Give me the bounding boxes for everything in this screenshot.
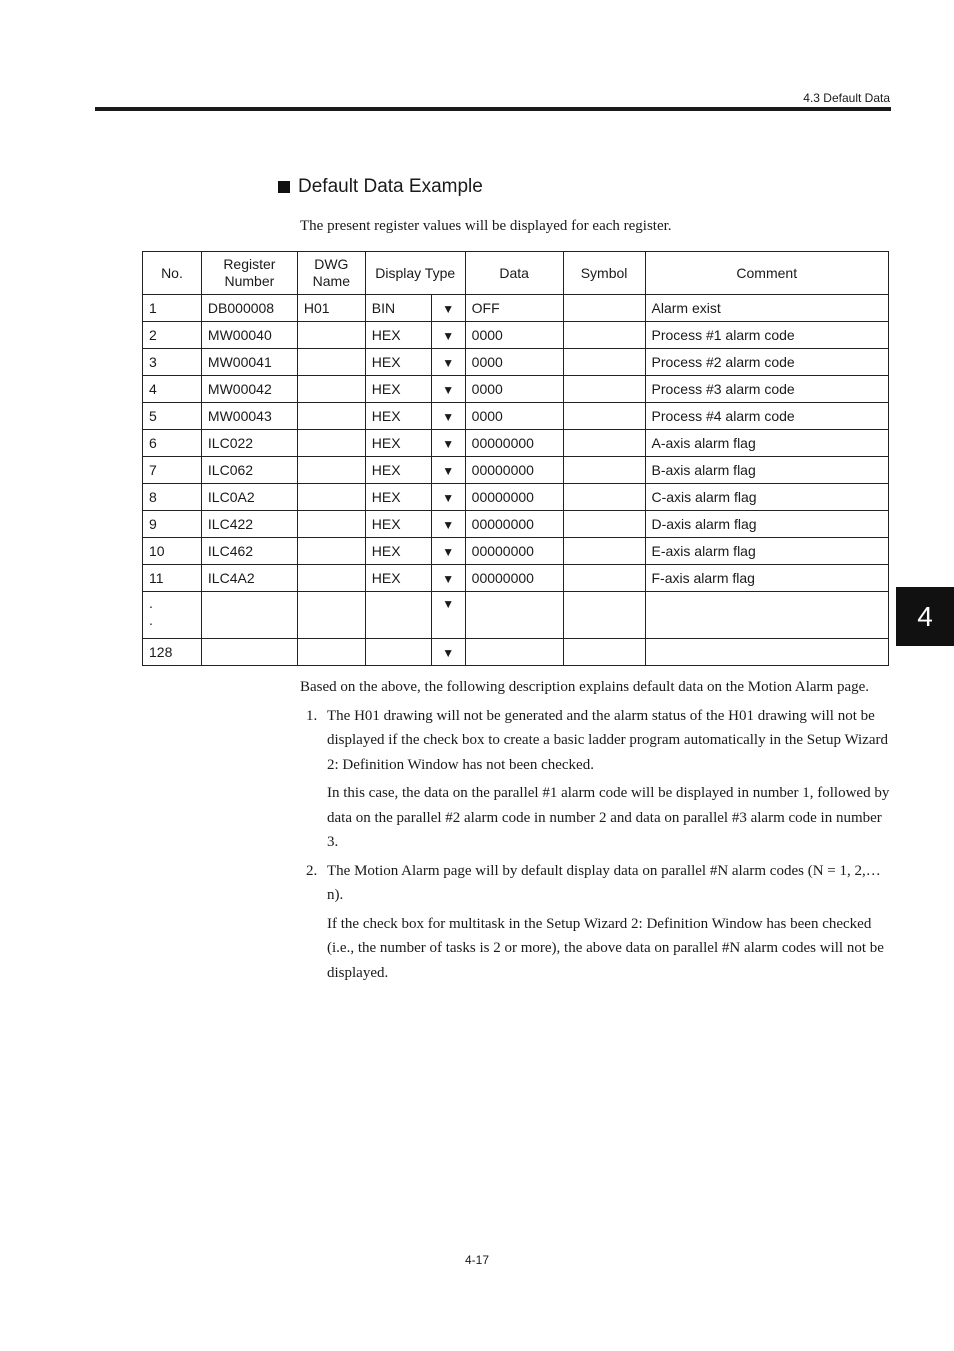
cell-data: 0000 (465, 349, 563, 376)
cell-data: 00000000 (465, 511, 563, 538)
cell-comment: Process #4 alarm code (645, 403, 889, 430)
cell-comment: B-axis alarm flag (645, 457, 889, 484)
list-item-1 (300, 704, 892, 859)
cell-data: 00000000 (465, 565, 563, 592)
header-register-number (201, 252, 297, 295)
cell-register-number: MW00042 (201, 376, 297, 403)
cell-register-number: MW00040 (201, 322, 297, 349)
cell-no: 4 (143, 376, 202, 403)
cell-no: 10 (143, 538, 202, 565)
cell-dwg-name (297, 565, 365, 592)
ellipsis-dot-1: . (149, 595, 153, 611)
header-dwg-line1: DWG (314, 256, 349, 272)
cell-no: 9 (143, 511, 202, 538)
list-item-2-paragraph-2: If the check box for multitask in the Setup Wizard 2: Definition Window has been checked (i.e., the number of tasks is 2 or more), the above data on parallel #N alarm codes will not be displayed. (327, 915, 884, 981)
cell-comment: A-axis alarm flag (645, 430, 889, 457)
header-no: No. (143, 252, 202, 295)
dropdown-arrow-icon: ▼ (442, 597, 455, 611)
table-row (143, 565, 889, 592)
cell-comment: C-axis alarm flag (645, 484, 889, 511)
header-comment: Comment (645, 252, 889, 295)
table-row (143, 349, 889, 376)
cell-dwg-name (297, 430, 365, 457)
header-register-line2: Number (224, 273, 275, 289)
intro-text: The present register values will be displayed for each register. (300, 218, 672, 234)
list-item-1-paragraph-2: In this case, the data on the parallel #1 alarm code will be displayed in number 1, followed by data on the parallel #2 alarm code in number 2 and data on parallel #3 alarm code in number 3. (327, 785, 890, 850)
cell-symbol (563, 538, 645, 565)
display-type-dropdown[interactable] (431, 403, 465, 430)
table-row (143, 430, 889, 457)
cell-display-type: HEX (365, 376, 431, 403)
table-row (143, 484, 889, 511)
cell-display-type: HEX (365, 403, 431, 430)
cell-no: 11 (143, 565, 202, 592)
header-register-line1: Register (223, 256, 276, 272)
list-number: 1. (306, 707, 318, 724)
cell-display-type: HEX (365, 538, 431, 565)
dropdown-arrow-icon: ▼ (442, 410, 455, 424)
cell-dwg-name (297, 457, 365, 484)
cell-comment: E-axis alarm flag (645, 538, 889, 565)
square-bullet-icon (278, 181, 290, 193)
cell-register-number: MW00041 (201, 349, 297, 376)
dropdown-arrow-icon: ▼ (442, 545, 455, 559)
cell-comment: Process #1 alarm code (645, 322, 889, 349)
cell-symbol (563, 376, 645, 403)
display-type-dropdown[interactable] (431, 349, 465, 376)
default-data-table (142, 251, 889, 666)
cell-display-type: HEX (365, 565, 431, 592)
cell-display-type: HEX (365, 322, 431, 349)
cell-symbol (563, 403, 645, 430)
cell-dwg-name (297, 484, 365, 511)
table-row-last (143, 639, 889, 666)
table-row-ellipsis (143, 592, 889, 639)
section-heading-text: Default Data Example (298, 176, 483, 197)
cell-no: 5 (143, 403, 202, 430)
header-display-type: Display Type (365, 252, 465, 295)
header-dwg-line2: Name (312, 273, 350, 289)
dropdown-arrow-icon: ▼ (442, 646, 455, 660)
display-type-dropdown[interactable] (431, 295, 465, 322)
page-number: 4-17 (464, 1253, 490, 1267)
dropdown-arrow-icon: ▼ (442, 464, 455, 478)
cell-symbol (563, 295, 645, 322)
cell-data: 00000000 (465, 484, 563, 511)
cell-register-number: ILC062 (201, 457, 297, 484)
cell-symbol (563, 511, 645, 538)
table-row (143, 403, 889, 430)
cell-register-number: ILC0A2 (201, 484, 297, 511)
cell-no: 128 (143, 639, 202, 666)
display-type-dropdown[interactable] (431, 376, 465, 403)
list-item-2 (300, 859, 892, 990)
cell-dwg-name (297, 349, 365, 376)
dropdown-arrow-icon: ▼ (442, 356, 455, 370)
cell-comment: Process #3 alarm code (645, 376, 889, 403)
table-row (143, 322, 889, 349)
cell-comment: Process #2 alarm code (645, 349, 889, 376)
table-row (143, 376, 889, 403)
display-type-dropdown[interactable] (431, 592, 465, 639)
cell-data: 0000 (465, 322, 563, 349)
table-row (143, 511, 889, 538)
cell-data: 00000000 (465, 457, 563, 484)
cell-display-type: HEX (365, 430, 431, 457)
cell-register-number: ILC022 (201, 430, 297, 457)
cell-no: 6 (143, 430, 202, 457)
display-type-dropdown[interactable] (431, 457, 465, 484)
display-type-dropdown[interactable] (431, 639, 465, 666)
cell-display-type: HEX (365, 484, 431, 511)
dropdown-arrow-icon: ▼ (442, 518, 455, 532)
body-text (300, 675, 892, 989)
cell-no: 8 (143, 484, 202, 511)
cell-symbol (563, 565, 645, 592)
cell-dwg-name (297, 403, 365, 430)
header-data: Data (465, 252, 563, 295)
cell-comment: D-axis alarm flag (645, 511, 889, 538)
list-item-2-paragraph-1: The Motion Alarm page will by default display data on parallel #N alarm codes (N = 1, 2,…n). (327, 862, 881, 903)
cell-dwg-name (297, 376, 365, 403)
cell-no: 2 (143, 322, 202, 349)
cell-symbol (563, 457, 645, 484)
display-type-dropdown[interactable] (431, 565, 465, 592)
dropdown-arrow-icon: ▼ (442, 437, 455, 451)
cell-comment: F-axis alarm flag (645, 565, 889, 592)
cell-register-number: DB000008 (201, 295, 297, 322)
ellipsis-dot-2: . (149, 612, 153, 628)
dropdown-arrow-icon: ▼ (442, 383, 455, 397)
table-row (143, 457, 889, 484)
cell-comment: Alarm exist (645, 295, 889, 322)
cell-display-type: HEX (365, 457, 431, 484)
cell-no: 1 (143, 295, 202, 322)
display-type-dropdown[interactable] (431, 538, 465, 565)
list-item-1-paragraph-1: The H01 drawing will not be generated and the alarm status of the H01 drawing will not be displayed if the check box to create a basic ladder program automatically in the Setup Wizard 2: Definition Window has not been checked. (327, 707, 888, 773)
ellipsis-cell (143, 592, 202, 639)
cell-display-type: BIN (365, 295, 431, 322)
cell-data: 0000 (465, 403, 563, 430)
display-type-dropdown[interactable] (431, 430, 465, 457)
cell-data: 0000 (465, 376, 563, 403)
chapter-tab: 4 (896, 587, 954, 646)
cell-register-number: ILC462 (201, 538, 297, 565)
cell-register-number: MW00043 (201, 403, 297, 430)
cell-data: OFF (465, 295, 563, 322)
header-rule (95, 107, 891, 111)
cell-dwg-name (297, 511, 365, 538)
section-heading (278, 176, 483, 198)
cell-display-type: HEX (365, 349, 431, 376)
cell-dwg-name (297, 322, 365, 349)
cell-dwg-name (297, 538, 365, 565)
cell-symbol (563, 430, 645, 457)
cell-dwg-name: H01 (297, 295, 365, 322)
body-paragraph: Based on the above, the following description explains default data on the Motion Alarm page. (300, 679, 870, 695)
cell-display-type: HEX (365, 511, 431, 538)
cell-data: 00000000 (465, 430, 563, 457)
cell-register-number: ILC422 (201, 511, 297, 538)
display-type-dropdown[interactable] (431, 322, 465, 349)
dropdown-arrow-icon: ▼ (442, 491, 455, 505)
cell-symbol (563, 349, 645, 376)
cell-symbol (563, 322, 645, 349)
cell-data: 00000000 (465, 538, 563, 565)
table-row (143, 538, 889, 565)
table-header-row (143, 252, 889, 295)
cell-symbol (563, 484, 645, 511)
cell-no: 7 (143, 457, 202, 484)
display-type-dropdown[interactable] (431, 511, 465, 538)
header-dwg-name (297, 252, 365, 295)
table-row (143, 295, 889, 322)
list-number: 2. (306, 862, 318, 879)
cell-no: 3 (143, 349, 202, 376)
dropdown-arrow-icon: ▼ (442, 572, 455, 586)
dropdown-arrow-icon: ▼ (442, 302, 455, 316)
dropdown-arrow-icon: ▼ (442, 329, 455, 343)
display-type-dropdown[interactable] (431, 484, 465, 511)
cell-register-number: ILC4A2 (201, 565, 297, 592)
running-header: 4.3 Default Data (803, 91, 890, 105)
header-symbol: Symbol (563, 252, 645, 295)
